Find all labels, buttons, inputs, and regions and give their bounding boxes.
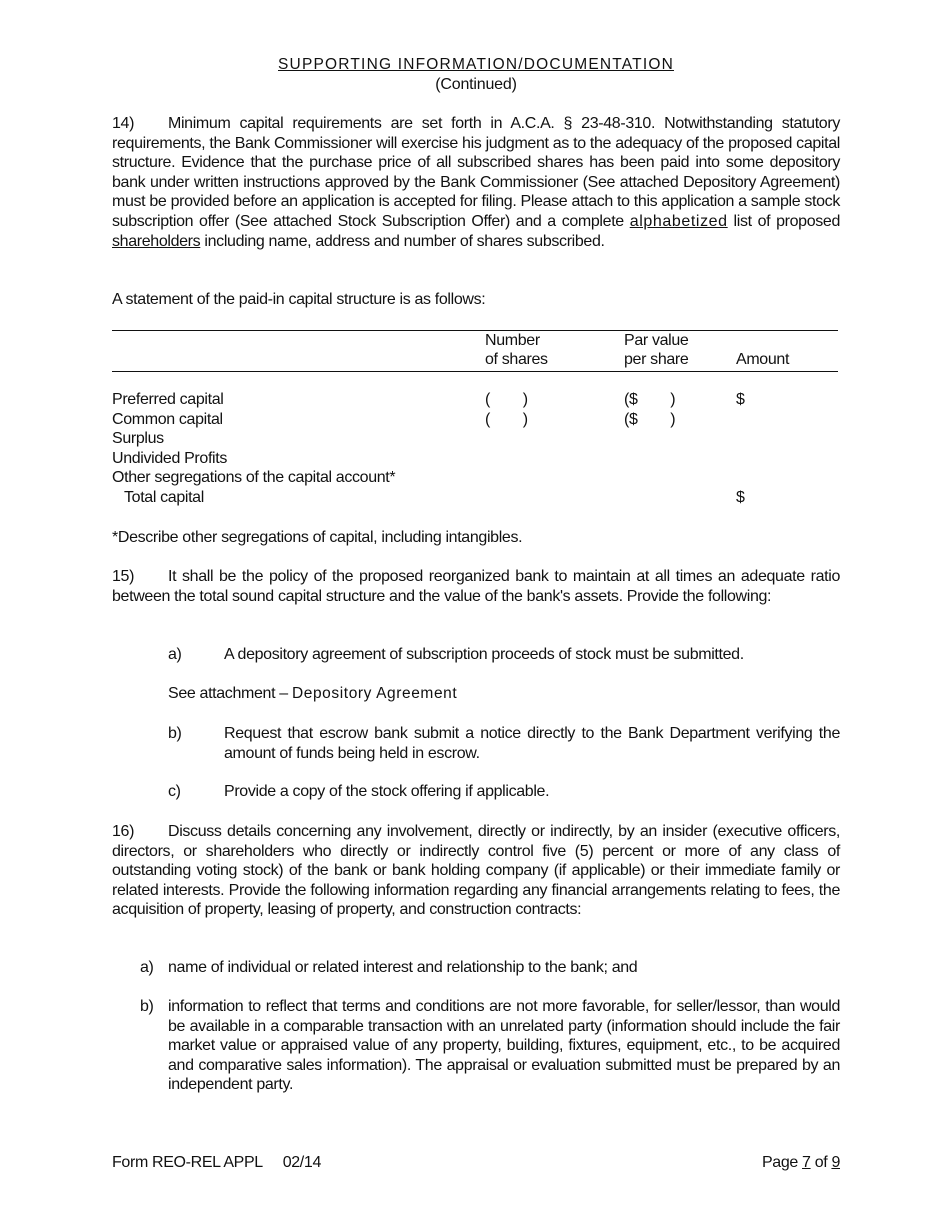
- form-id: Form REO-REL APPL 02/14: [112, 1154, 322, 1171]
- attachment-name: Depository Agreement: [291, 685, 458, 702]
- row-label: Undivided Profits: [112, 449, 227, 467]
- row-amount: $: [736, 391, 745, 408]
- item-15-text: It shall be the policy of the proposed reorganized bank to maintain at all times an adequate ratio between the total sound capital structure and the value of the bank's assets. Provide the following:: [112, 568, 840, 605]
- section-heading: [112, 55, 840, 94]
- item16-sub-a-label: a): [140, 959, 154, 976]
- item-14-middle: list of proposed: [733, 212, 840, 230]
- page-number: [762, 1153, 840, 1173]
- row-amount: $: [736, 489, 745, 506]
- sub-a-label: a): [168, 646, 182, 663]
- header-amount: Amount: [736, 351, 790, 368]
- row-shares: ( ): [485, 391, 528, 408]
- section-title: SUPPORTING INFORMATION/DOCUMENTATION: [278, 56, 674, 73]
- item16-sub-b-label: b): [140, 998, 154, 1015]
- item16-sub-b-text: information to reflect that terms and conditions are not more favorable, for seller/lessor, than would be available in a comparable transaction with an unrelated party (information should include the fair market value or appraised value of any property, building, fixtures, equipment, etc., to be acquired and comparative sales information). The appraisal or evaluation submitted must be prepared by an independent party.: [168, 998, 840, 1094]
- item-16-number: 16): [112, 823, 135, 840]
- header-number-of-shares: [485, 331, 548, 369]
- row-label: Surplus: [112, 430, 164, 448]
- item-14-paragraph: [112, 114, 840, 251]
- page-total: 9: [831, 1154, 840, 1171]
- item-14-text: Minimum capital requirements are set forth in A.C.A. § 23-48-310. Notwithstanding statutory requirements, the Bank Commissioner will exercise his judgment as to the adequacy of the proposed capital structure. Evidence that the purchase price of all subscribed shares has been paid into some depository bank under written instructions approved by the Bank Commissioner (See attached Depository Agreement) must be provided before an application is accepted for filing. Please attach to this application a sample stock subscription offer (See attached Stock Subscription Offer) and a complete: [112, 115, 840, 230]
- row-label: Common capital: [112, 410, 223, 428]
- table-header-rule: [112, 371, 838, 372]
- page-current: 7: [802, 1154, 811, 1171]
- capital-footnote: *Describe other segregations of capital, including intangibles.: [112, 529, 523, 546]
- table-row: [112, 390, 838, 410]
- table-row: [112, 410, 838, 430]
- table-row: [112, 429, 838, 449]
- sub-b-text: Request that escrow bank submit a notice directly to the Bank Department verifying the amount of funds being held in escrow.: [224, 725, 840, 762]
- section-subtitle: (Continued): [435, 75, 517, 93]
- header-shares-line2: of shares: [485, 351, 548, 368]
- row-par-value: ($ ): [624, 410, 676, 428]
- item-14-number: 14): [112, 115, 135, 132]
- row-par-value: ($ ): [624, 391, 676, 408]
- row-label: Other segregations of the capital account*: [112, 469, 396, 487]
- item-16-paragraph: [112, 822, 840, 920]
- item-16-text: Discuss details concerning any involvement, directly or indirectly, by an insider (executive officers, directors, or shareholders who directly or indirectly control five (5) percent or more of any class of outstanding voting stock) of the bank or bank holding company (if applicable) or their immediate family or related interests. Provide the following information regarding any financial arrangements relating to fees, the acquisition of property, leasing of property, and construction contracts:: [112, 823, 840, 919]
- alphabetized-emphasis: alphabetized: [629, 212, 728, 230]
- item-15-number: 15): [112, 568, 135, 585]
- row-label: Total capital: [112, 489, 204, 506]
- header-shares-line1: Number: [485, 332, 540, 349]
- sub-c-label: c): [168, 783, 181, 800]
- item16-sub-a-text: name of individual or related interest and relationship to the bank; and: [168, 959, 638, 976]
- header-par-line1: Par value: [624, 332, 689, 349]
- header-par-value: [624, 331, 688, 369]
- page-prefix: Page: [761, 1154, 803, 1171]
- item-14-text-after: including name, address and number of shares subscribed.: [204, 232, 605, 250]
- row-label: Preferred capital: [112, 391, 224, 408]
- table-row: [112, 468, 838, 488]
- see-attachment-line: [168, 684, 840, 704]
- see-attachment-label: See attachment –: [168, 685, 288, 702]
- sub-b-label: b): [168, 725, 182, 742]
- sub-a-text: A depository agreement of subscription proceeds of stock must be submitted.: [224, 646, 744, 663]
- sub-c-text: Provide a copy of the stock offering if applicable.: [224, 783, 550, 800]
- header-par-line2: per share: [624, 351, 689, 368]
- item-15-paragraph: [112, 567, 840, 606]
- page-of: of: [810, 1154, 832, 1171]
- shareholders-emphasis: shareholders: [112, 232, 201, 250]
- table-row: [112, 449, 838, 469]
- table-row: [112, 488, 838, 508]
- table-top-rule: [112, 330, 838, 331]
- capital-statement-intro: A statement of the paid-in capital structure is as follows:: [112, 291, 486, 308]
- row-shares: ( ): [485, 410, 528, 428]
